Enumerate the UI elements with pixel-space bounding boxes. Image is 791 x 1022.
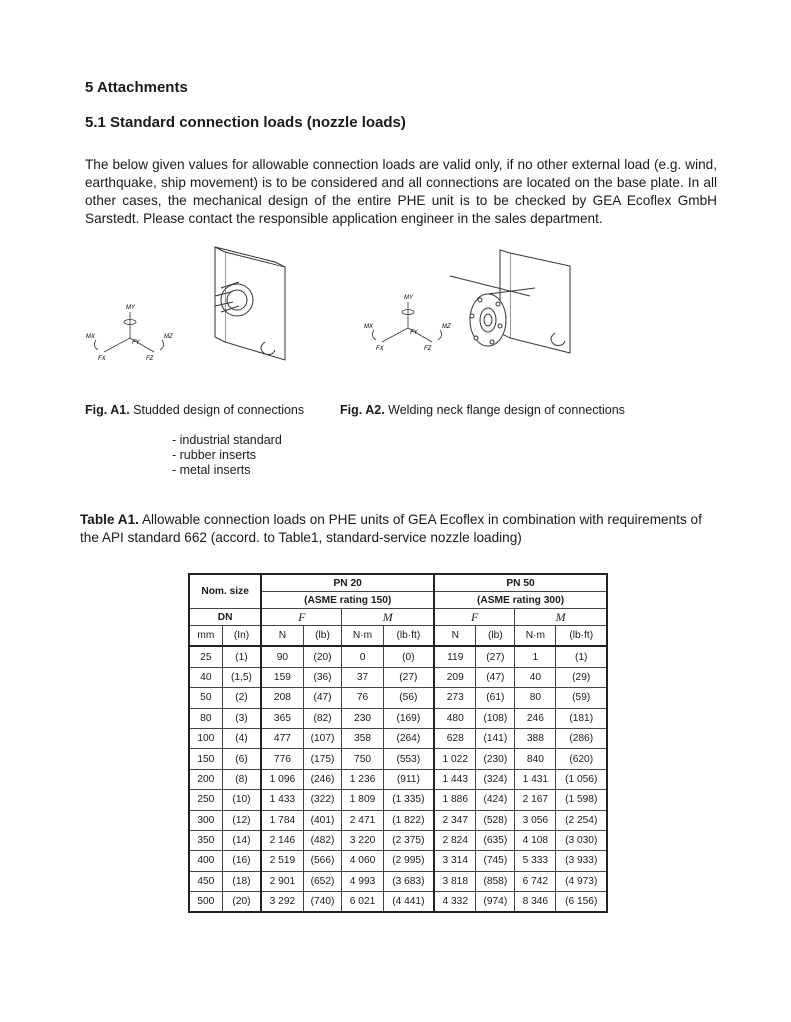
table-cell: (6) — [222, 749, 261, 769]
table-cell: (1) — [556, 646, 607, 667]
table-cell: (3) — [222, 708, 261, 728]
table-cell: 230 — [342, 708, 383, 728]
table-caption-text: Allowable connection loads on PHE units of GEA Ecoflex in combination with requirements of the API standard 662 (accord. to Table1, standard-service nozzle loading) — [80, 512, 702, 545]
table-cell: 250 — [189, 790, 222, 810]
pn20-header — [261, 574, 434, 592]
table-cell: 150 — [189, 749, 222, 769]
table-cell: (230) — [476, 749, 515, 769]
fig-a2-fx-label: FX — [376, 346, 384, 352]
table-row — [189, 830, 607, 850]
table-row — [189, 688, 607, 708]
table-cell: 1 809 — [342, 790, 383, 810]
table-row — [189, 728, 607, 748]
table-cell: 1 443 — [434, 769, 476, 789]
unit-cell: (In) — [222, 626, 261, 647]
table-cell: (528) — [476, 810, 515, 830]
fig-a1-mx-label: MX — [86, 334, 95, 340]
section-title: 5 Attachments — [85, 79, 188, 96]
table-cell: 4 993 — [342, 871, 383, 891]
nom-size-header: Nom. size — [189, 574, 261, 609]
list-item: - metal inserts — [172, 463, 251, 477]
unit-cell: N — [261, 626, 303, 647]
table-cell: 1 022 — [434, 749, 476, 769]
table-cell: (635) — [476, 830, 515, 850]
table-cell: 2 146 — [261, 830, 303, 850]
fig-a1-studded-plate-drawing — [195, 242, 305, 367]
table-cell: 300 — [189, 810, 222, 830]
table-cell: 480 — [434, 708, 476, 728]
subsection-title: 5.1 Standard connection loads (nozzle loads) — [85, 114, 406, 131]
table-cell: (3 030) — [556, 830, 607, 850]
table-cell: (264) — [383, 728, 434, 748]
table-row — [189, 749, 607, 769]
table-cell: (16) — [222, 851, 261, 871]
unit-cell: (lb·ft) — [383, 626, 434, 647]
table-cell: 37 — [342, 667, 383, 687]
table-cell: 6 742 — [515, 871, 556, 891]
table-cell: (553) — [383, 749, 434, 769]
table-cell: (181) — [556, 708, 607, 728]
fig-a1-fx-label: FX — [98, 356, 106, 362]
fig-a1-label: Fig. A1. — [85, 403, 130, 417]
unit-cell: N·m — [515, 626, 556, 647]
table-cell: 1 886 — [434, 790, 476, 810]
table-cell: 40 — [189, 667, 222, 687]
table-cell: (566) — [303, 851, 342, 871]
fig-a1-fz-label: FZ — [146, 356, 154, 362]
table-cell: (652) — [303, 871, 342, 891]
table-cell: 80 — [189, 708, 222, 728]
table-cell: 477 — [261, 728, 303, 748]
units-row — [189, 626, 607, 647]
table-cell: (36) — [303, 667, 342, 687]
table-cell: (424) — [476, 790, 515, 810]
table-cell: (3 933) — [556, 851, 607, 871]
table-cell: 3 314 — [434, 851, 476, 871]
table-caption — [80, 511, 720, 547]
table-row — [189, 851, 607, 871]
dn-header: DN — [189, 609, 261, 626]
table-cell: (14) — [222, 830, 261, 850]
table-cell: (4) — [222, 728, 261, 748]
table-row — [189, 646, 607, 667]
table-cell: (18) — [222, 871, 261, 891]
table-cell: 2 167 — [515, 790, 556, 810]
table-cell: 1 431 — [515, 769, 556, 789]
fig-a2-mz-label: MZ — [442, 324, 451, 330]
fig-a2-caption-text: Welding neck flange design of connections — [384, 403, 625, 417]
table-cell: 2 347 — [434, 810, 476, 830]
table-cell: 50 — [189, 688, 222, 708]
table-cell: (10) — [222, 790, 261, 810]
table-cell: 500 — [189, 892, 222, 913]
list-item: - rubber inserts — [172, 448, 257, 462]
unit-cell: (lb) — [476, 626, 515, 647]
table-cell: (175) — [303, 749, 342, 769]
table-cell: (12) — [222, 810, 261, 830]
table-cell: (858) — [476, 871, 515, 891]
table-cell: 90 — [261, 646, 303, 667]
table-caption-label: Table A1. — [80, 512, 139, 527]
list-item: - industrial standard — [172, 433, 282, 447]
table-cell: 1 433 — [261, 790, 303, 810]
table-cell: 628 — [434, 728, 476, 748]
table-row — [189, 769, 607, 789]
table-cell: 6 021 — [342, 892, 383, 913]
pn50-moment-header: M — [515, 609, 607, 626]
table-cell: 400 — [189, 851, 222, 871]
unit-cell: (lb·ft) — [556, 626, 607, 647]
table-cell: 0 — [342, 646, 383, 667]
intro-paragraph: The below given values for allowable connection loads are valid only, if no other external load (e.g. wind, earthquake, ship movement) is to be considered and all connections are located on the base plate. In all other cases, the mechanical design of the entire PHE unit is to be checked by GEA Ecoflex GmbH Sarstedt. Please contact the responsible application engineer in the sales department. — [85, 157, 717, 226]
table-cell: 246 — [515, 708, 556, 728]
fig-a2-fz-label: FZ — [424, 346, 432, 352]
table-cell: 2 824 — [434, 830, 476, 850]
table-cell: 40 — [515, 667, 556, 687]
table-cell: 2 519 — [261, 851, 303, 871]
unit-cell: (lb) — [303, 626, 342, 647]
table-row — [189, 810, 607, 830]
table-cell: 4 060 — [342, 851, 383, 871]
table-cell: 119 — [434, 646, 476, 667]
table-cell: 358 — [342, 728, 383, 748]
table-cell: 1 096 — [261, 769, 303, 789]
fig-a1-mz-label: MZ — [164, 334, 173, 340]
fig-a2-my-label: MY — [404, 295, 413, 301]
table-cell: 776 — [261, 749, 303, 769]
table-cell: (6 156) — [556, 892, 607, 913]
table-cell: 3 818 — [434, 871, 476, 891]
table-cell: 1 784 — [261, 810, 303, 830]
table-cell: (4 441) — [383, 892, 434, 913]
table-cell: (108) — [476, 708, 515, 728]
table-cell: (56) — [383, 688, 434, 708]
fig-a2-flange-plate-drawing — [440, 248, 580, 360]
table-cell: (82) — [303, 708, 342, 728]
table-cell: 3 292 — [261, 892, 303, 913]
table-cell: (3 683) — [383, 871, 434, 891]
table-header-row — [189, 574, 607, 592]
pn50-force-header: F — [434, 609, 515, 626]
table-cell: (47) — [303, 688, 342, 708]
table-cell: 750 — [342, 749, 383, 769]
table-cell: (1 335) — [383, 790, 434, 810]
table-cell: 2 901 — [261, 871, 303, 891]
table-cell: 200 — [189, 769, 222, 789]
pn20-rating-header: (ASME rating 150) — [261, 592, 434, 609]
pn50-header — [434, 574, 607, 592]
fig-a1-my-label: MY — [126, 305, 135, 311]
table-cell: 450 — [189, 871, 222, 891]
table-cell: (911) — [383, 769, 434, 789]
table-cell: (107) — [303, 728, 342, 748]
table-cell: 3 220 — [342, 830, 383, 850]
table-header-row — [189, 609, 607, 626]
table-cell: 350 — [189, 830, 222, 850]
connection-loads-table — [188, 573, 608, 913]
table-cell: 8 346 — [515, 892, 556, 913]
table-row — [189, 667, 607, 687]
table-cell: 2 471 — [342, 810, 383, 830]
table-cell: (4 973) — [556, 871, 607, 891]
fig-a1-axes-drawing — [82, 300, 182, 370]
table-cell: 365 — [261, 708, 303, 728]
table-cell: (61) — [476, 688, 515, 708]
pn20-moment-header: M — [342, 609, 434, 626]
table-cell: (1) — [222, 646, 261, 667]
table-cell: (482) — [303, 830, 342, 850]
table-row — [189, 790, 607, 810]
table-cell: (59) — [556, 688, 607, 708]
pn20-force-header: F — [261, 609, 342, 626]
table-cell: (20) — [303, 646, 342, 667]
table-cell: (141) — [476, 728, 515, 748]
fig-a2-fy-label: FY — [410, 330, 418, 336]
fig-a2-mx-label: MX — [364, 324, 373, 330]
unit-cell: N — [434, 626, 476, 647]
table-cell: (20) — [222, 892, 261, 913]
table-cell: (324) — [476, 769, 515, 789]
table-cell: (322) — [303, 790, 342, 810]
table-cell: (246) — [303, 769, 342, 789]
table-cell: (27) — [383, 667, 434, 687]
fig-a2-label: Fig. A2. — [340, 403, 385, 417]
table-cell: (401) — [303, 810, 342, 830]
table-cell: (1,5) — [222, 667, 261, 687]
table-cell: (1 056) — [556, 769, 607, 789]
fig-a1-fy-label: FY — [132, 340, 140, 346]
table-cell: 209 — [434, 667, 476, 687]
table-cell: 25 — [189, 646, 222, 667]
table-cell: (2 995) — [383, 851, 434, 871]
table-cell: (27) — [476, 646, 515, 667]
table-cell: 80 — [515, 688, 556, 708]
table-cell: 4 332 — [434, 892, 476, 913]
table-cell: (974) — [476, 892, 515, 913]
table-cell: (2 254) — [556, 810, 607, 830]
table-cell: (47) — [476, 667, 515, 687]
table-row — [189, 871, 607, 891]
table-cell: 840 — [515, 749, 556, 769]
pn20-header-line1: PN 20 — [333, 577, 362, 589]
table-cell: 208 — [261, 688, 303, 708]
table-row — [189, 708, 607, 728]
fig-a1-caption-text: Studded design of connections — [129, 403, 305, 417]
table-cell: 159 — [261, 667, 303, 687]
table-cell: (2 375) — [383, 830, 434, 850]
pn50-rating-header: (ASME rating 300) — [434, 592, 607, 609]
table-cell: (745) — [476, 851, 515, 871]
table-cell: (1 822) — [383, 810, 434, 830]
table-cell: (1 598) — [556, 790, 607, 810]
fig-a2-caption — [340, 403, 625, 417]
table-cell: (620) — [556, 749, 607, 769]
unit-cell: mm — [189, 626, 222, 647]
table-row — [189, 892, 607, 913]
table-cell: (0) — [383, 646, 434, 667]
table-cell: (169) — [383, 708, 434, 728]
table-cell: (286) — [556, 728, 607, 748]
table-cell: 1 — [515, 646, 556, 667]
studded-options-list — [172, 433, 282, 478]
fig-a1-caption — [85, 403, 304, 417]
table-cell: (2) — [222, 688, 261, 708]
table-cell: 5 333 — [515, 851, 556, 871]
table-cell: 3 056 — [515, 810, 556, 830]
unit-cell: N·m — [342, 626, 383, 647]
table-cell: (8) — [222, 769, 261, 789]
table-cell: 76 — [342, 688, 383, 708]
table-cell: 100 — [189, 728, 222, 748]
table-cell: (29) — [556, 667, 607, 687]
table-cell: 388 — [515, 728, 556, 748]
pn50-header-line1: PN 50 — [506, 577, 535, 589]
table-cell: 4 108 — [515, 830, 556, 850]
table-cell: 273 — [434, 688, 476, 708]
table-cell: (740) — [303, 892, 342, 913]
table-cell: 1 236 — [342, 769, 383, 789]
